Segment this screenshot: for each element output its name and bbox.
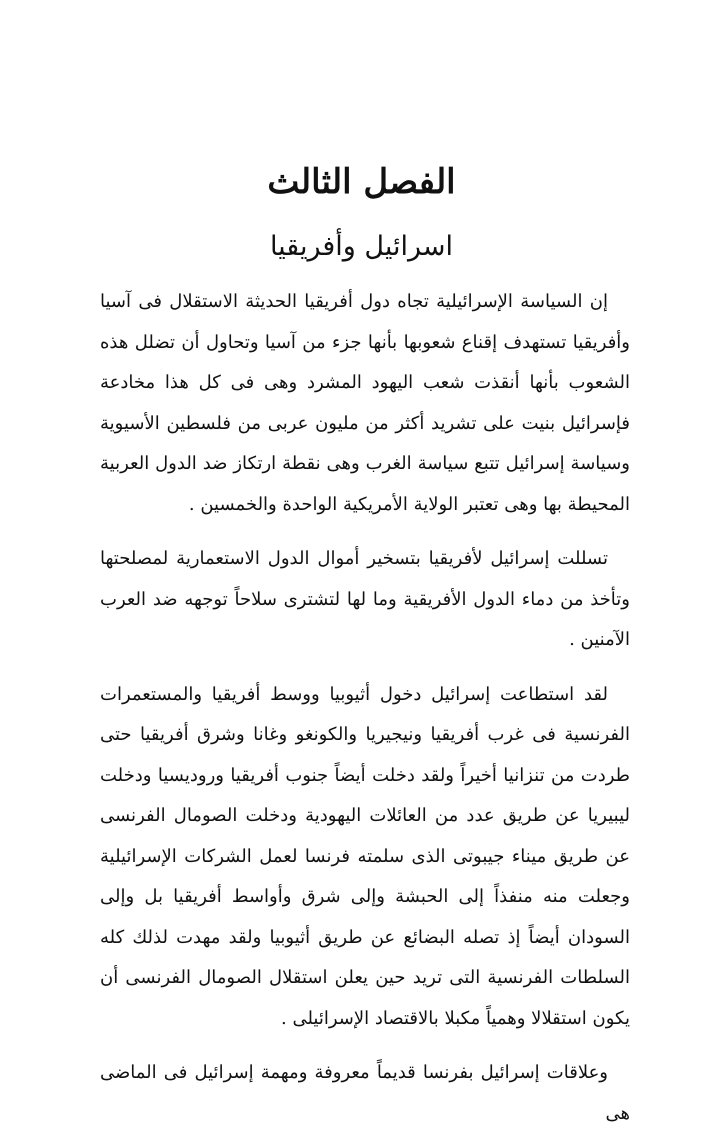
chapter-title: الفصل الثالث xyxy=(267,162,456,202)
body-text xyxy=(100,282,630,1134)
paragraph-4: وعلاقات إسرائيل بفرنسا قديماً معروفة ومهمة إسرائيل فى الماضى هى xyxy=(100,1062,630,1124)
paragraph-3: لقد استطاعت إسرائيل دخول أثيوبيا ووسط أفريقيا والمستعمرات الفرنسية فى غرب أفريقيا ونيجيريا والكونغو وغانا وشرق أفريقيا حتى طردت من تنزانيا أخيراً ولقد دخلت أيضاً جنوب أفريقيا وروديسيا ودخلت ليبيريا عن طريق عدد من العائلات اليهودية ودخلت الصومال الفرنسى عن طريق ميناء جيبوتى الذى سلمته فرنسا لعمل الشركات الإسرائيلية وجعلت منه منفذاً إلى الحبشة وإلى شرق وأواسط أفريقيا بل وإلى السودان أيضاً إذ تصله البضائع عن طريق أثيوبيا ولقد مهدت لذلك كله السلطات الفرنسية التى تريد حين يعلن استقلال الصومال الفرنسى أن يكون استقلالا وهمياً مكبلا بالاقتصاد الإسرائيلى . xyxy=(100,683,630,1029)
section-title: اسرائيل وأفريقيا xyxy=(269,231,454,262)
paragraph-2: تسللت إسرائيل لأفريقيا بتسخير أموال الدول الاستعمارية لمصلحتها وتأخذ من دماء الدول الأفريقية وما لها لتشترى سلاحاً توجهه ضد العرب الآمنين . xyxy=(100,548,630,650)
paragraph-1: إن السياسة الإسرائيلية تجاه دول أفريقيا الحديثة الاستقلال فى آسيا وأفريقيا تستهدف إقناع شعوبها بأنها جزء من آسيا وتحاول أن تضلل هذه الشعوب بأنها أنقذت شعب اليهود المشرد وهى فى كل هذا مخادعة فإسرائيل بنيت على تشريد أكثر من مليون عربى من فلسطين الأسيوية وسياسة إسرائيل تتبع سياسة الغرب وهى نقطة ارتكاز ضد الدول العربية المحيطة بها وهى تعتبر الولاية الأمريكية الواحدة والخمسين . xyxy=(100,291,630,515)
